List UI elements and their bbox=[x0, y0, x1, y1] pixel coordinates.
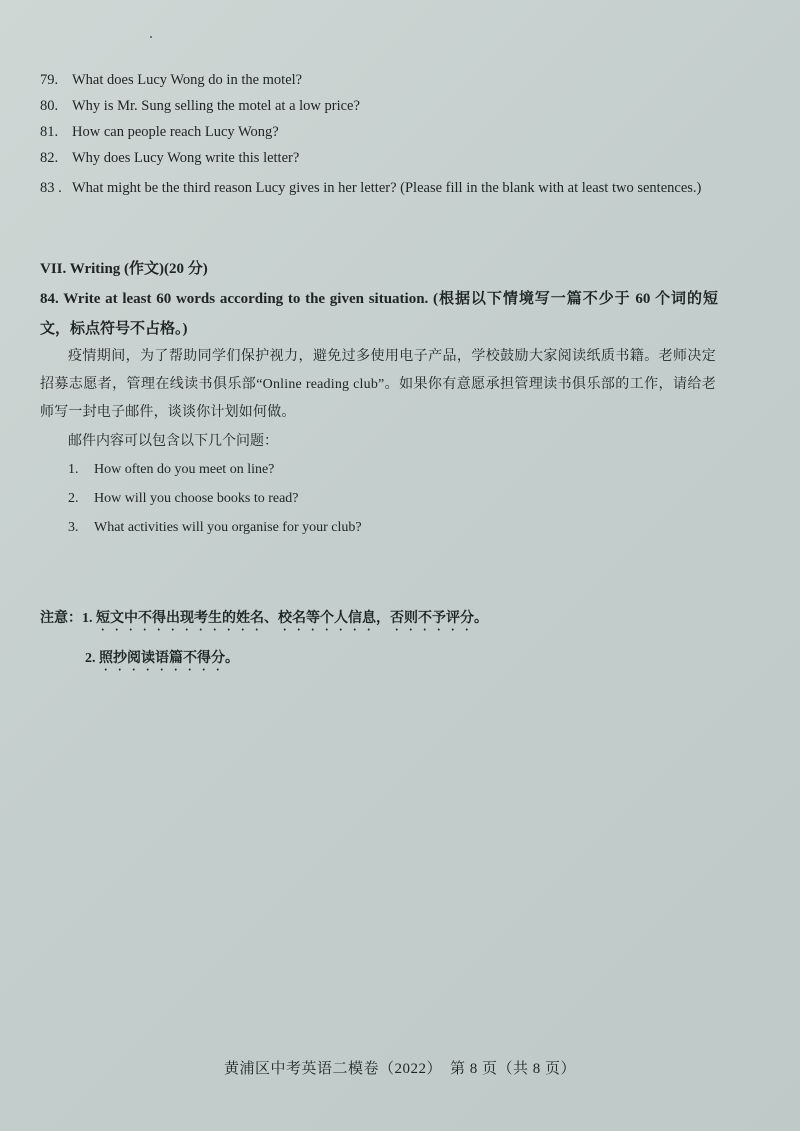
point-number: 2. bbox=[68, 491, 79, 506]
question-number: 83 . bbox=[40, 180, 62, 196]
question-text: How can people reach Lucy Wong? bbox=[72, 124, 279, 140]
point-text: How often do you meet on line? bbox=[94, 462, 275, 477]
question-82 bbox=[40, 148, 299, 168]
note-number: 2. bbox=[85, 651, 96, 666]
note-text: 照抄阅读语篇不得分。 bbox=[99, 651, 239, 666]
question-text: What does Lucy Wong do in the motel? bbox=[72, 72, 303, 88]
question-81 bbox=[40, 122, 279, 142]
point-text: How will you choose books to read? bbox=[94, 491, 299, 506]
point-number: 1. bbox=[68, 462, 79, 477]
point-text: What activities will you organise for your club? bbox=[94, 520, 362, 535]
point-1 bbox=[68, 459, 274, 481]
question-text: Why is Mr. Sung selling the motel at a low price? bbox=[72, 98, 360, 114]
note-label: 注意： bbox=[40, 611, 82, 626]
question-number: 81. bbox=[40, 124, 59, 140]
question-79 bbox=[40, 70, 302, 90]
question-text: What might be the third reason Lucy gives in her letter? (Please fill in the blank with at least two sentences.) bbox=[72, 180, 702, 196]
note-2 bbox=[85, 648, 239, 674]
question-number: 82. bbox=[40, 150, 59, 166]
section-heading: VII. Writing (作文)(20 分) bbox=[40, 261, 208, 277]
point-2 bbox=[68, 488, 299, 510]
point-3 bbox=[68, 517, 362, 539]
note-text: 短文中不得出现考生的姓名、校名等个人信息，否则不予评分。 bbox=[96, 611, 488, 626]
writing-situation: 疫情期间，为了帮助同学们保护视力，避免过多使用电子产品，学校鼓励大家阅读纸质书籍。老师决定招募志愿者，管理在线读书俱乐部“Online reading club”。如果你有意愿承担管理读书俱乐部的工作，请给老师写一封电子邮件，谈谈你计划如何做。 bbox=[40, 349, 716, 420]
paper-speck bbox=[150, 36, 152, 38]
writing-task: 84. Write at least 60 words according to the given situation. (根据以下情境写一篇不少于 60 个词的短文，标点符号不占格。) bbox=[40, 291, 718, 337]
point-number: 3. bbox=[68, 520, 79, 535]
question-text: Why does Lucy Wong write this letter? bbox=[72, 150, 300, 166]
page-footer: 黄浦区中考英语二模卷（2022） 第 8 页（共 8 页） bbox=[223, 1061, 576, 1077]
question-83 bbox=[40, 176, 716, 201]
question-number: 80. bbox=[40, 98, 59, 114]
question-80 bbox=[40, 96, 360, 116]
email-hint: 邮件内容可以包含以下几个问题： bbox=[68, 434, 278, 449]
question-number: 79. bbox=[40, 72, 59, 88]
note-number: 1. bbox=[82, 611, 93, 626]
note-1 bbox=[40, 608, 488, 634]
